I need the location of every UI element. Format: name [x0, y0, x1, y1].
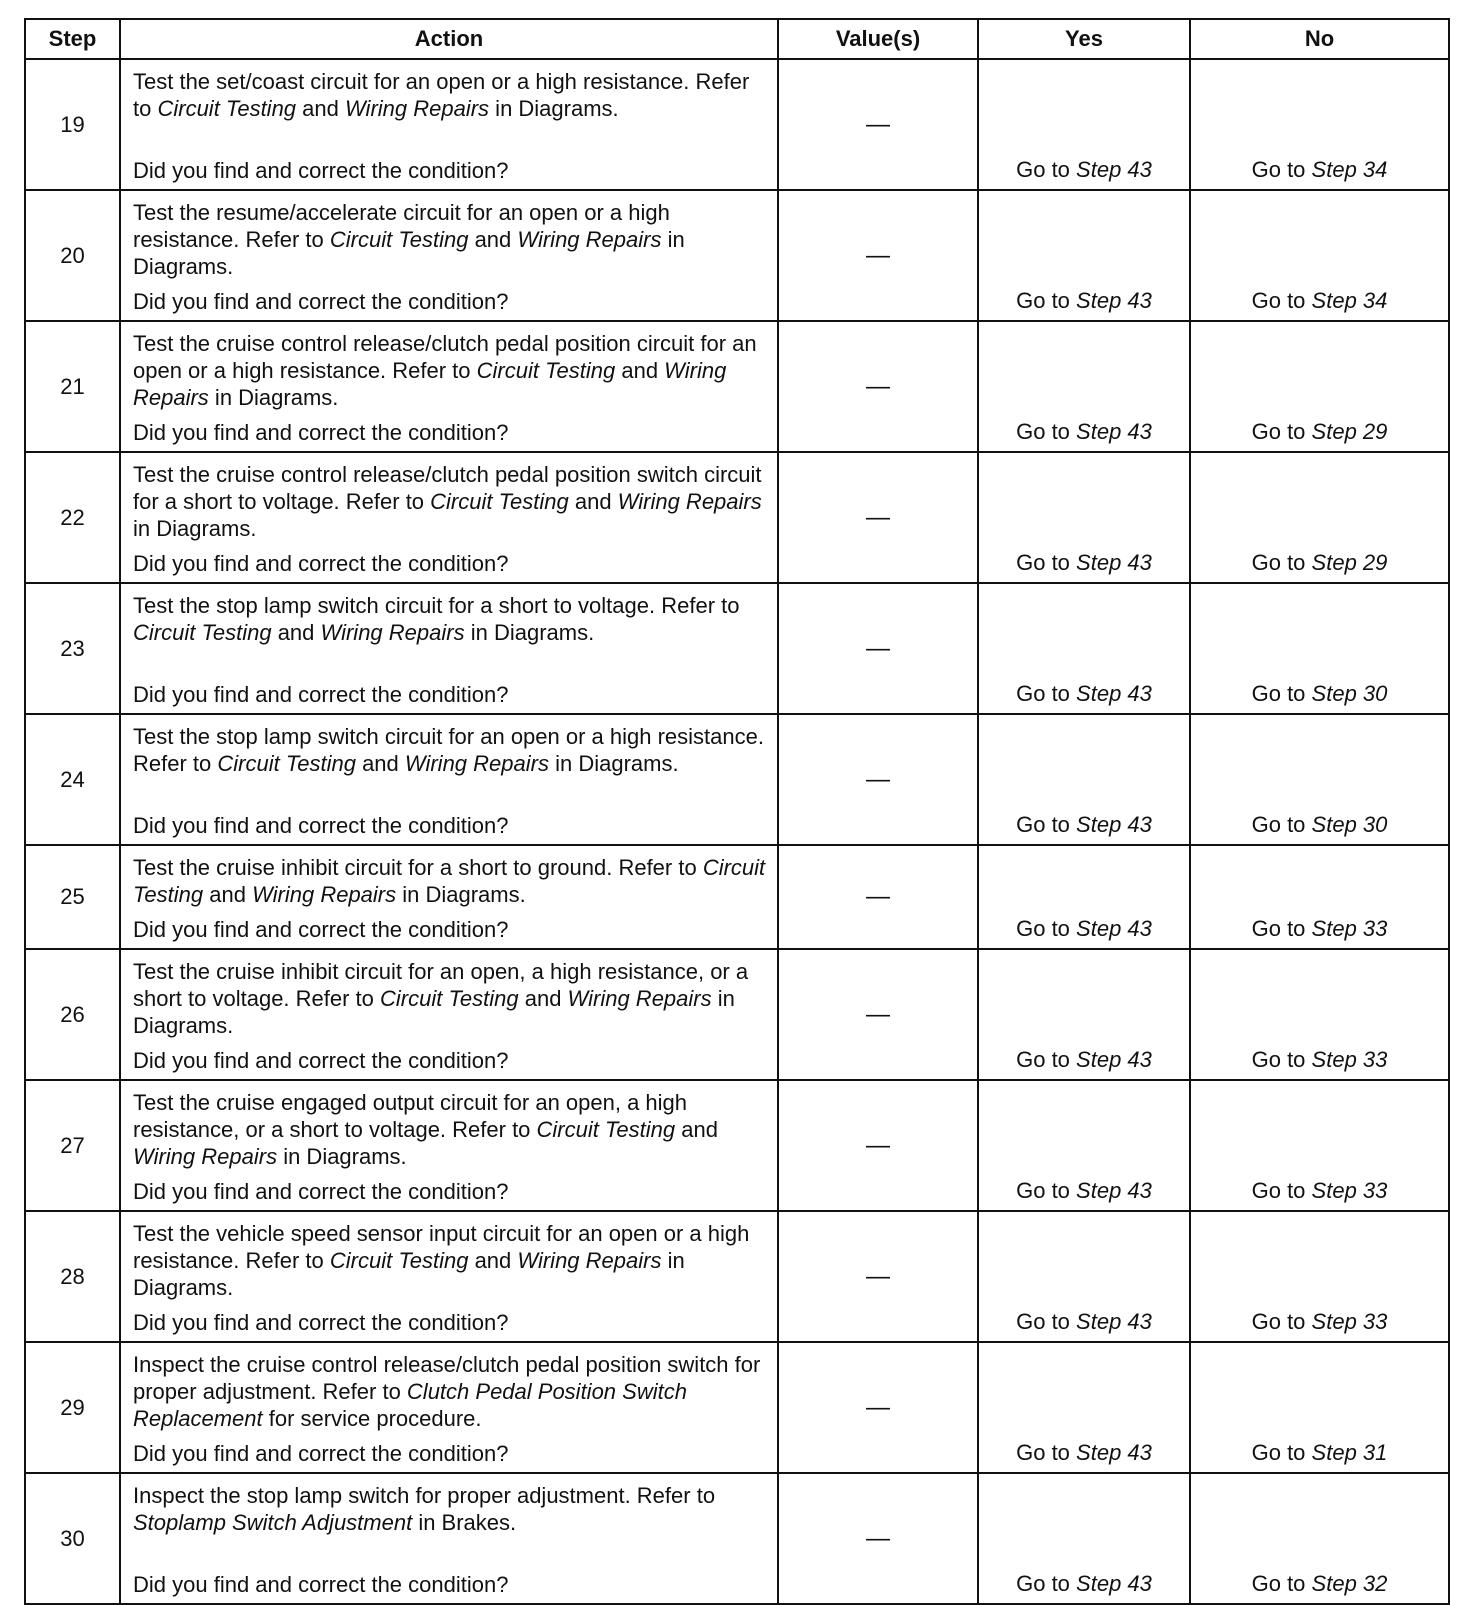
value-cell: — [778, 1080, 978, 1211]
value-cell: — [778, 321, 978, 452]
table-row [25, 583, 1449, 714]
table-row [25, 1473, 1449, 1604]
action-cell [120, 1211, 778, 1342]
action-text: Test the cruise inhibit circuit for an open, a high resistance, or a short to voltage. Refer to [133, 959, 749, 1011]
yes-prefix: Go to [1016, 550, 1070, 575]
action-text: and [468, 227, 518, 252]
step-number: 27 [25, 1080, 120, 1211]
table-row [25, 845, 1449, 949]
action-instruction [133, 330, 767, 411]
table-row [25, 1342, 1449, 1473]
action-reference: Wiring Repairs [517, 227, 662, 252]
table-row [25, 59, 1449, 190]
action-reference: Circuit Testing [157, 96, 297, 121]
value-cell: — [778, 845, 978, 949]
value-cell: — [778, 1342, 978, 1473]
step-number: 23 [25, 583, 120, 714]
no-target: Step 29 [1311, 419, 1388, 444]
action-question: Did you find and correct the condition? [133, 813, 509, 838]
no-target: Step 33 [1311, 1309, 1388, 1334]
action-text: Inspect the stop lamp switch for proper adjustment. Refer to [133, 1483, 716, 1508]
action-text: and [355, 751, 405, 776]
no-prefix: Go to [1251, 1309, 1306, 1334]
action-text: and [615, 358, 665, 383]
action-reference: Circuit Testing [380, 986, 519, 1011]
action-text: and [296, 96, 345, 121]
action-text: in Diagrams. [133, 986, 735, 1038]
no-prefix: Go to [1251, 1440, 1306, 1465]
action-reference: Circuit Testing [329, 227, 469, 252]
yes-target: Step 43 [1076, 916, 1152, 941]
action-reference: Circuit Testing [536, 1117, 676, 1142]
yes-target: Step 43 [1076, 550, 1152, 575]
no-target: Step 34 [1311, 288, 1388, 313]
yes-prefix: Go to [1016, 1047, 1070, 1072]
yes-cell [978, 1473, 1190, 1604]
yes-cell [978, 845, 1190, 949]
yes-cell [978, 583, 1190, 714]
action-text: Test the stop lamp switch circuit for an open or a high resistance. Refer to [133, 724, 764, 776]
no-prefix: Go to [1251, 1047, 1306, 1072]
action-cell [120, 1080, 778, 1211]
action-text: Test the resume/accelerate circuit for an open or a high resistance. Refer to [133, 200, 670, 252]
action-reference: Circuit Testing [329, 1248, 469, 1273]
action-text: and [568, 489, 618, 514]
yes-prefix: Go to [1016, 681, 1070, 706]
yes-prefix: Go to [1016, 1440, 1070, 1465]
action-reference: Wiring Repairs [344, 96, 490, 121]
no-target: Step 33 [1311, 1178, 1388, 1203]
step-number: 26 [25, 949, 120, 1080]
action-question: Did you find and correct the condition? [133, 1572, 509, 1597]
action-cell [120, 321, 778, 452]
no-cell [1190, 1080, 1449, 1211]
yes-target: Step 43 [1076, 1309, 1152, 1334]
yes-prefix: Go to [1016, 288, 1070, 313]
action-text: Test the stop lamp switch circuit for a short to voltage. Refer to [133, 593, 740, 618]
action-instruction [133, 723, 767, 777]
header-action: Action [120, 19, 778, 59]
action-text: and [675, 1117, 718, 1142]
step-number: 20 [25, 190, 120, 321]
yes-cell [978, 1342, 1190, 1473]
action-reference: Wiring Repairs [252, 882, 397, 907]
action-question: Did you find and correct the condition? [133, 1048, 509, 1073]
action-question: Did you find and correct the condition? [133, 289, 509, 314]
no-prefix: Go to [1251, 812, 1306, 837]
yes-target: Step 43 [1076, 1571, 1152, 1596]
action-reference: Wiring Repairs [133, 358, 727, 410]
yes-prefix: Go to [1016, 1309, 1070, 1334]
yes-target: Step 43 [1076, 157, 1152, 182]
action-reference: Circuit Testing [217, 751, 356, 776]
no-prefix: Go to [1251, 419, 1306, 444]
action-text: and [468, 1248, 518, 1273]
table-row [25, 321, 1449, 452]
no-target: Step 31 [1311, 1440, 1388, 1465]
no-target: Step 32 [1311, 1571, 1388, 1596]
action-cell [120, 59, 778, 190]
yes-prefix: Go to [1016, 916, 1070, 941]
yes-cell [978, 1211, 1190, 1342]
step-number: 29 [25, 1342, 120, 1473]
step-number: 24 [25, 714, 120, 845]
yes-cell [978, 452, 1190, 583]
action-text: Test the cruise engaged output circuit for an open, a high resistance, or a short to voltage. Refer to [133, 1090, 688, 1142]
step-number: 19 [25, 59, 120, 190]
action-question: Did you find and correct the condition? [133, 420, 509, 445]
action-question: Did you find and correct the condition? [133, 682, 509, 707]
action-reference: Circuit Testing [430, 489, 569, 514]
yes-target: Step 43 [1076, 1440, 1152, 1465]
no-prefix: Go to [1251, 288, 1306, 313]
step-number: 28 [25, 1211, 120, 1342]
yes-cell [978, 1080, 1190, 1211]
action-cell [120, 845, 778, 949]
action-cell [120, 452, 778, 583]
header-no: No [1190, 19, 1449, 59]
value-cell: — [778, 583, 978, 714]
no-prefix: Go to [1251, 1178, 1306, 1203]
action-instruction [133, 1482, 767, 1536]
no-prefix: Go to [1251, 916, 1306, 941]
action-reference: Wiring Repairs [320, 620, 465, 645]
yes-prefix: Go to [1016, 812, 1070, 837]
action-cell [120, 714, 778, 845]
action-reference: Circuit Testing [133, 855, 766, 907]
action-reference: Wiring Repairs [567, 986, 712, 1011]
value-cell: — [778, 1211, 978, 1342]
no-prefix: Go to [1251, 550, 1306, 575]
header-yes: Yes [978, 19, 1190, 59]
no-cell [1190, 190, 1449, 321]
yes-target: Step 43 [1076, 419, 1152, 444]
value-cell: — [778, 949, 978, 1080]
no-cell [1190, 321, 1449, 452]
header-step: Step [25, 19, 120, 59]
action-reference: Circuit Testing [476, 358, 616, 383]
no-cell [1190, 1342, 1449, 1473]
action-reference: Wiring Repairs [617, 489, 762, 514]
yes-cell [978, 59, 1190, 190]
action-text: in Brakes. [412, 1510, 517, 1535]
action-reference: Wiring Repairs [404, 751, 549, 776]
action-reference: Wiring Repairs [133, 1144, 278, 1169]
no-cell [1190, 1473, 1449, 1604]
no-target: Step 33 [1311, 916, 1388, 941]
action-text: in Diagrams. [396, 882, 526, 907]
value-cell: — [778, 190, 978, 321]
action-text: in Diagrams. [489, 96, 619, 121]
value-cell: — [778, 452, 978, 583]
action-instruction [133, 461, 767, 542]
table-row [25, 452, 1449, 583]
action-instruction [133, 1089, 767, 1170]
no-cell [1190, 714, 1449, 845]
action-text: in Diagrams. [464, 620, 595, 645]
action-text: in Diagrams. [277, 1144, 407, 1169]
action-question: Did you find and correct the condition? [133, 1441, 509, 1466]
yes-prefix: Go to [1016, 419, 1070, 444]
action-cell [120, 190, 778, 321]
header-values: Value(s) [778, 19, 978, 59]
value-cell: — [778, 59, 978, 190]
action-text: Test the vehicle speed sensor input circuit for an open or a high resistance. Refer to [133, 1221, 750, 1273]
table-row [25, 714, 1449, 845]
no-prefix: Go to [1251, 1571, 1306, 1596]
yes-prefix: Go to [1016, 1571, 1070, 1596]
action-text: for service procedure. [262, 1406, 482, 1431]
action-reference: Circuit Testing [133, 620, 272, 645]
yes-target: Step 43 [1076, 681, 1152, 706]
table-row [25, 1080, 1449, 1211]
action-question: Did you find and correct the condition? [133, 1179, 509, 1204]
action-reference: Clutch Pedal Position Switch Replacement [133, 1379, 687, 1431]
action-text: in Diagrams. [208, 385, 339, 410]
no-target: Step 34 [1311, 157, 1388, 182]
action-text: Test the cruise control release/clutch pedal position circuit for an open or a high resistance. Refer to [133, 331, 757, 383]
no-cell [1190, 949, 1449, 1080]
action-question: Did you find and correct the condition? [133, 551, 509, 576]
action-text: Test the set/coast circuit for an open or a high resistance. Refer to [133, 69, 750, 121]
action-instruction [133, 199, 767, 280]
diagnostic-table-sheet [24, 18, 1448, 1605]
action-cell [120, 1342, 778, 1473]
action-instruction [133, 592, 767, 646]
yes-target: Step 43 [1076, 1178, 1152, 1203]
action-instruction [133, 1220, 767, 1301]
diagnostic-table [24, 18, 1450, 1605]
step-number: 30 [25, 1473, 120, 1604]
action-cell [120, 1473, 778, 1604]
action-text: in Diagrams. [133, 516, 257, 541]
action-instruction [133, 958, 767, 1039]
step-number: 22 [25, 452, 120, 583]
value-cell: — [778, 714, 978, 845]
value-cell: — [778, 1473, 978, 1604]
action-text: in Diagrams. [133, 1248, 685, 1300]
no-cell [1190, 1211, 1449, 1342]
action-cell [120, 583, 778, 714]
action-cell [120, 949, 778, 1080]
action-text: and [203, 882, 253, 907]
no-prefix: Go to [1251, 157, 1306, 182]
no-target: Step 33 [1311, 1047, 1388, 1072]
yes-prefix: Go to [1016, 157, 1070, 182]
action-question: Did you find and correct the condition? [133, 917, 509, 942]
no-target: Step 30 [1311, 812, 1388, 837]
table-row [25, 949, 1449, 1080]
action-instruction [133, 854, 767, 908]
yes-target: Step 43 [1076, 288, 1152, 313]
no-target: Step 30 [1311, 681, 1388, 706]
action-text: and [518, 986, 568, 1011]
action-question: Did you find and correct the condition? [133, 158, 509, 183]
yes-cell [978, 949, 1190, 1080]
step-number: 25 [25, 845, 120, 949]
action-question: Did you find and correct the condition? [133, 1310, 509, 1335]
yes-cell [978, 714, 1190, 845]
action-text: Test the cruise inhibit circuit for a short to ground. Refer to [133, 855, 703, 880]
no-target: Step 29 [1311, 550, 1388, 575]
step-number: 21 [25, 321, 120, 452]
action-instruction [133, 68, 767, 122]
no-cell [1190, 452, 1449, 583]
table-row [25, 190, 1449, 321]
no-prefix: Go to [1251, 681, 1306, 706]
action-text: Test the cruise control release/clutch pedal position switch circuit for a short to voltage. Refer to [133, 462, 762, 514]
yes-prefix: Go to [1016, 1178, 1070, 1203]
yes-cell [978, 321, 1190, 452]
action-reference: Wiring Repairs [517, 1248, 662, 1273]
no-cell [1190, 845, 1449, 949]
action-instruction [133, 1351, 767, 1432]
yes-target: Step 43 [1076, 812, 1152, 837]
action-reference: Stoplamp Switch Adjustment [133, 1510, 413, 1535]
yes-target: Step 43 [1076, 1047, 1152, 1072]
table-row [25, 1211, 1449, 1342]
action-text: in Diagrams. [133, 227, 685, 279]
yes-cell [978, 190, 1190, 321]
no-cell [1190, 583, 1449, 714]
header-row [25, 19, 1449, 59]
action-text: Inspect the cruise control release/clutch pedal position switch for proper adjustment. Refer to [133, 1352, 761, 1404]
no-cell [1190, 59, 1449, 190]
action-text: and [271, 620, 321, 645]
action-text: in Diagrams. [548, 751, 679, 776]
